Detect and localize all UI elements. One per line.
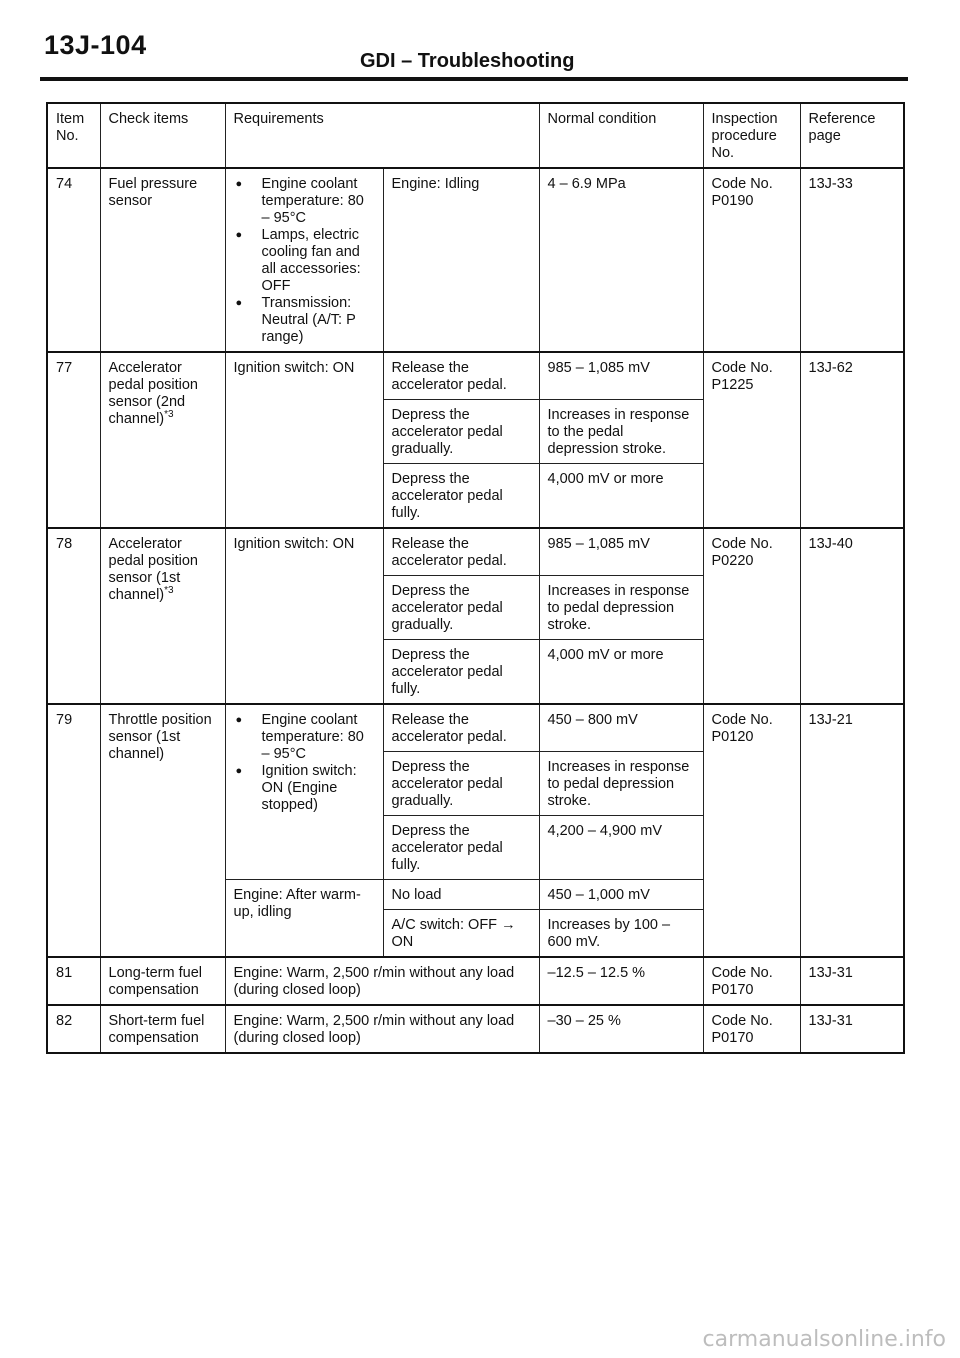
table-header-row — [47, 103, 904, 168]
check-item: Fuel pressure sensor — [100, 168, 225, 352]
item-number: 79 — [47, 704, 100, 957]
condition: Depress the accelerator pedal fully. — [383, 816, 539, 880]
condition: Depress the accelerator pedal gradually. — [383, 576, 539, 640]
normal-condition: 4,000 mV or more — [539, 640, 703, 705]
table-row — [47, 352, 904, 400]
table-row — [47, 168, 904, 352]
requirement: Engine: Warm, 2,500 r/min without any load (during closed loop) — [225, 957, 539, 1005]
check-item: Short-term fuel compensation — [100, 1005, 225, 1053]
col-header-requirements: Requirements — [225, 103, 539, 168]
reference-page: 13J-33 — [800, 168, 904, 352]
check-item-text: Accelerator pedal position sensor (1st channel) — [108, 536, 198, 603]
requirement-bullet: ● Engine coolant temperature: 80 – 95°C — [234, 176, 375, 227]
page-title: GDI – Troubleshooting — [360, 50, 575, 72]
reference-page: 13J-31 — [800, 957, 904, 1005]
item-number: 82 — [47, 1005, 100, 1053]
condition: Engine: Idling — [383, 168, 539, 352]
normal-condition: Increases in response to the pedal depression stroke. — [539, 400, 703, 464]
inspection-procedure: Code No. P1225 — [703, 352, 800, 528]
footnote-marker: *3 — [164, 409, 174, 421]
col-header-normal-condition: Normal condition — [539, 103, 703, 168]
header-rule — [40, 77, 908, 81]
normal-condition: 4 – 6.9 MPa — [539, 168, 703, 352]
condition: Release the accelerator pedal. — [383, 352, 539, 400]
inspection-procedure: Code No. P0190 — [703, 168, 800, 352]
reference-page: 13J-31 — [800, 1005, 904, 1053]
inspection-procedure: Code No. P0170 — [703, 957, 800, 1005]
normal-condition: Increases by 100 – 600 mV. — [539, 910, 703, 958]
check-item — [100, 352, 225, 528]
item-number: 77 — [47, 352, 100, 528]
requirement: Engine: After warm-up, idling — [225, 880, 383, 958]
condition: Depress the accelerator pedal gradually. — [383, 752, 539, 816]
table-row — [47, 957, 904, 1005]
reference-page: 13J-21 — [800, 704, 904, 957]
check-item-text: Accelerator pedal position sensor (2nd channel) — [108, 360, 198, 427]
normal-condition: 450 – 800 mV — [539, 704, 703, 752]
normal-condition: 985 – 1,085 mV — [539, 352, 703, 400]
watermark: carmanualsonline.info — [702, 1327, 946, 1352]
requirement-bullet: ● Engine coolant temperature: 80 – 95°C — [234, 712, 375, 763]
condition: Depress the accelerator pedal fully. — [383, 640, 539, 705]
col-header-inspection-procedure: Inspection procedure No. — [703, 103, 800, 168]
item-number: 78 — [47, 528, 100, 704]
col-header-reference-page: Reference page — [800, 103, 904, 168]
item-number: 81 — [47, 957, 100, 1005]
reference-page: 13J-40 — [800, 528, 904, 704]
normal-condition: Increases in response to pedal depression stroke. — [539, 576, 703, 640]
normal-condition: –12.5 – 12.5 % — [539, 957, 703, 1005]
condition: Release the accelerator pedal. — [383, 528, 539, 576]
normal-condition: 450 – 1,000 mV — [539, 880, 703, 910]
requirement: Ignition switch: ON — [225, 352, 383, 528]
requirement-bullet: ● Transmission: Neutral (A/T: P range) — [234, 295, 375, 346]
requirement-bullet: ● Ignition switch: ON (Engine stopped) — [234, 763, 375, 814]
spec-table — [46, 102, 905, 1054]
footnote-marker: *3 — [164, 585, 174, 597]
condition: Depress the accelerator pedal gradually. — [383, 400, 539, 464]
check-item — [100, 528, 225, 704]
requirements-cell — [225, 704, 383, 880]
requirement: Ignition switch: ON — [225, 528, 383, 704]
table-row — [47, 528, 904, 576]
inspection-procedure: Code No. P0170 — [703, 1005, 800, 1053]
check-item: Throttle position sensor (1st channel) — [100, 704, 225, 957]
page-header — [0, 0, 960, 90]
reference-page: 13J-62 — [800, 352, 904, 528]
col-header-check-items: Check items — [100, 103, 225, 168]
col-header-item-no: Item No. — [47, 103, 100, 168]
table-row — [47, 1005, 904, 1053]
inspection-procedure: Code No. P0220 — [703, 528, 800, 704]
normal-condition: 4,000 mV or more — [539, 464, 703, 529]
requirement-bullet: ● Lamps, electric cooling fan and all accessories: OFF — [234, 227, 375, 295]
page-number: 13J-104 — [44, 30, 147, 60]
requirements-cell — [225, 168, 383, 352]
requirement: Engine: Warm, 2,500 r/min without any load (during closed loop) — [225, 1005, 539, 1053]
inspection-procedure: Code No. P0120 — [703, 704, 800, 957]
condition: Release the accelerator pedal. — [383, 704, 539, 752]
condition: A/C switch: OFF → ON — [383, 910, 539, 958]
normal-condition: –30 – 25 % — [539, 1005, 703, 1053]
table-row — [47, 704, 904, 752]
item-number: 74 — [47, 168, 100, 352]
normal-condition: Increases in response to pedal depression stroke. — [539, 752, 703, 816]
condition: Depress the accelerator pedal fully. — [383, 464, 539, 529]
normal-condition: 4,200 – 4,900 mV — [539, 816, 703, 880]
condition: No load — [383, 880, 539, 910]
check-item: Long-term fuel compensation — [100, 957, 225, 1005]
normal-condition: 985 – 1,085 mV — [539, 528, 703, 576]
